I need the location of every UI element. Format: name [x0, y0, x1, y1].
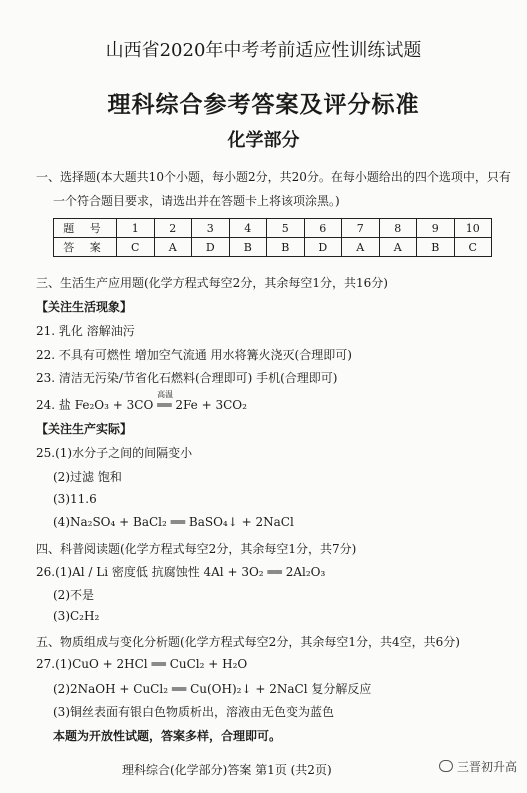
equals-sign: ══: [157, 398, 172, 412]
table-cell: A: [154, 238, 192, 257]
answer-21: 21. 乳化 溶解油污: [36, 324, 135, 338]
wechat-icon: [439, 760, 453, 772]
watermark-text: 三晋初升高: [456, 760, 517, 774]
reaction-arrow: [157, 390, 174, 412]
table-cell: C: [117, 238, 155, 257]
q3-subheading-life: 【关注生活现象】: [36, 300, 133, 314]
table-cell: 9: [417, 219, 455, 238]
answer-table: [53, 218, 492, 257]
table-cell: D: [192, 238, 230, 257]
table-cell: 8: [379, 219, 417, 238]
q3-subheading-production: 【关注生产实际】: [36, 422, 133, 436]
table-cell: 5: [267, 219, 305, 238]
table-cell: A: [379, 238, 417, 257]
table-row-numbers: [54, 219, 492, 238]
q5-heading: 五、物质组成与变化分析题(化学方程式每空2分，其余每空1分，共4空，共6分): [36, 635, 460, 649]
table-cell: C: [454, 238, 492, 257]
reaction-condition: 高温: [157, 390, 174, 399]
table-cell: B: [229, 238, 267, 257]
q3-heading: 三、生活生产应用题(化学方程式每空2分，其余每空1分，共16分): [36, 276, 388, 290]
table-cell: 6: [304, 219, 342, 238]
exam-title: 山西省2020年中考考前适应性训练试题: [105, 40, 422, 61]
q1-heading-cont: 一个符合题目要求，请选出并在答题卡上将该项涂黑。): [53, 194, 340, 208]
page-footer: 理科综合(化学部分)答案 第1页 (共2页): [122, 763, 332, 777]
table-cell: 10: [454, 219, 492, 238]
answer-27-1: 27.(1)CuO + 2HCl ══ CuCl₂ + H₂O: [36, 657, 248, 671]
answer-22: 22. 不具有可燃性 增加空气流通 用水将篝火浇灭(合理即可): [36, 348, 352, 362]
answer-27-3: (3)铜丝表面有银白色物质析出，溶液由无色变为蓝色: [53, 705, 335, 719]
watermark: [439, 758, 517, 775]
table-cell: 1: [117, 219, 155, 238]
answer-24-prefix: 24. 盐 Fe₂O₃ + 3CO: [36, 398, 158, 412]
table-row-answers: [54, 238, 492, 257]
answer-26-1: 26.(1)Al / Li 密度低 抗腐蚀性 4Al + 3O₂ ══ 2Al₂O₃: [36, 565, 326, 579]
answer-25-2: (2)过滤 饱和: [53, 470, 122, 484]
answer-26-2: (2)不是: [53, 588, 94, 602]
table-cell: B: [417, 238, 455, 257]
table-cell: D: [304, 238, 342, 257]
table-header-answer: 答 案: [54, 238, 117, 257]
section-title: 化学部分: [227, 130, 300, 151]
answer-25-4: (4)Na₂SO₄ + BaCl₂ ══ BaSO₄↓ + 2NaCl: [53, 515, 294, 529]
answer-24: [36, 390, 247, 413]
table-cell: 2: [154, 219, 192, 238]
open-question-note: 本题为开放性试题，答案多样，合理即可。: [53, 729, 282, 743]
q4-heading: 四、科普阅读题(化学方程式每空2分，其余每空1分，共7分): [36, 542, 357, 556]
answer-26-3: (3)C₂H₂: [53, 609, 100, 623]
table-cell: 4: [229, 219, 267, 238]
table-cell: 3: [192, 219, 230, 238]
answer-key-title: 理科综合参考答案及评分标准: [107, 92, 420, 118]
answer-24-suffix: 2Fe + 3CO₂: [171, 398, 247, 412]
answer-25-3: (3)11.6: [53, 492, 97, 506]
table-header-number: 题 号: [54, 219, 117, 238]
q1-heading: 一、选择题(本大题共10个小题，每小题2分，共20分。在每小题给出的四个选项中，只有: [36, 170, 511, 184]
answer-23: 23. 清洁无污染/节省化石燃料(合理即可) 手机(合理即可): [36, 371, 338, 385]
table-cell: A: [342, 238, 380, 257]
table-cell: 7: [342, 219, 380, 238]
answer-27-2: (2)2NaOH + CuCl₂ ══ Cu(OH)₂↓ + 2NaCl 复分解反应: [53, 682, 372, 696]
table-cell: B: [267, 238, 305, 257]
answer-25-1: 25.(1)水分子之间的间隔变小: [36, 446, 193, 460]
